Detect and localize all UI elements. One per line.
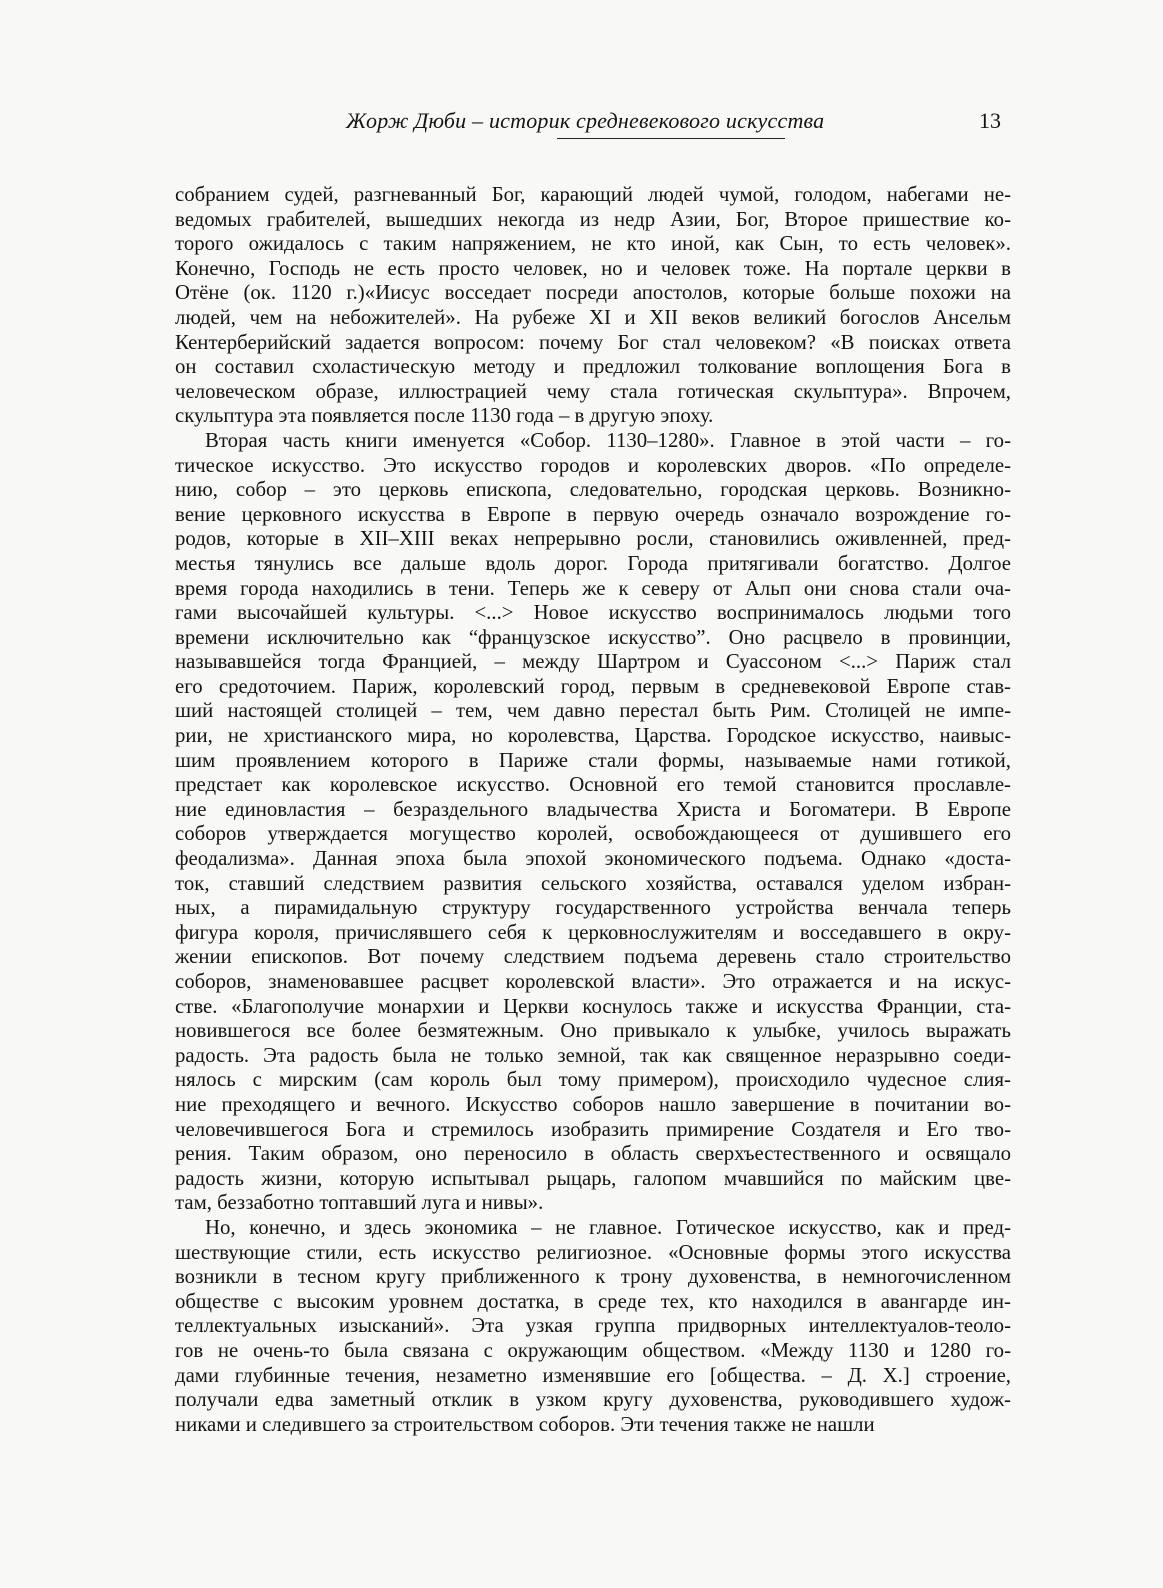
text-line: тическое искусство. Это искусство городов и королевских дворов. «По определе- [175, 453, 1011, 477]
text-line: собранием судей, разгневанный Бог, карающий людей чумой, голодом, набегами не- [175, 183, 1011, 206]
text-line: ведомых грабителей, вышедших некогда из недр Азии, Бог, Второе пришествие ко- [175, 207, 1011, 231]
text-line: рии, не христианского мира, но королевства, Царства. Городское искусство, наивыс- [175, 724, 1011, 748]
text-line: местья тянулись все дальше вдоль дорог. Города притягивали богатство. Долгое [175, 551, 1011, 575]
text-line: Отёне (ок. 1120 г.)«Иисус восседает посреди апостолов, которые больше похожи на [175, 281, 1011, 305]
text-line: новившегося все более безмятежным. Оно привыкало к улыбке, училось выражать [175, 1019, 1011, 1043]
text-line: феодализма». Данная эпоха была эпохой экономического подъема. Однако «доста- [175, 847, 1011, 871]
text-line: Конечно, Господь не есть просто человек, но и человек тоже. На портале церкви в [175, 256, 1011, 280]
page-number: 13 [979, 108, 1001, 133]
text-line: ший настоящей столицей – тем, чем давно перестал быть Рим. Столицей не импе- [175, 699, 1011, 723]
text-line: гов не очень-то была связана с окружающим обществом. «Между 1130 и 1280 го- [175, 1338, 1011, 1362]
text-line: никами и следившего за строительством соборов. Эти течения также не нашли [175, 1412, 875, 1436]
text-line: предстает как королевское искусство. Основной его темой становится прославле- [175, 773, 1011, 797]
paragraph [175, 1216, 1011, 1437]
text-line: вение церковного искусства в Европе в первую очередь означало возрождение го- [175, 502, 1011, 526]
text-line: Но, конечно, и здесь экономика – не главное. Готическое искусство, как и пред- [205, 1215, 1011, 1239]
text-line: Кентерберийский задается вопросом: почему Бог стал человеком? «В поисках ответа [175, 330, 1011, 354]
text-line: жении епископов. Вот почему следствием подъема деревень стало строительство [175, 945, 1011, 969]
text-line: шествующие стили, есть искусство религиозное. «Основные формы этого искусства [175, 1240, 1011, 1264]
running-head [175, 108, 1015, 138]
text-line: обществе с высоким уровнем достатка, в среде тех, кто находился в авангарде ин- [175, 1289, 1011, 1313]
paragraph [175, 183, 1011, 429]
text-line: получали едва заметный отклик в узком кругу духовенства, руководившего худож- [175, 1388, 1011, 1412]
paragraph [175, 429, 1011, 1216]
text-line: ных, а пирамидальную структуру государственного устройства венчала теперь [175, 896, 1011, 920]
text-line: Вторая часть книги именуется «Собор. 1130–1280». Главное в этой части – го- [205, 428, 1011, 452]
text-line: соборов утверждается могущество королей, освобождающееся от душившего его [175, 822, 1011, 846]
text-line: человечившегося Бога и стремилось изобразить примирение Создателя и Его тво- [175, 1117, 1011, 1141]
text-line: его средоточием. Париж, королевский город, первым в средневековой Европе став- [175, 674, 1011, 698]
text-line: радость. Эта радость была не только земной, так как священное неразрывно соеди- [175, 1043, 1011, 1067]
text-line: скульптура эта появляется после 1130 года – в другую эпоху. [175, 404, 714, 428]
header-rule [557, 138, 785, 139]
text-line: людей, чем на небожителей». На рубеже XI и XII веков великий богослов Ансельм [175, 305, 1011, 329]
text-line: родов, которые в XII–XIII веках непрерывно росли, становились оживленней, пред- [175, 527, 1011, 551]
text-line: фигура короля, причислявшего себя к церковнослужителям и восседавшего в окру- [175, 920, 1011, 944]
body-text [175, 183, 1011, 1437]
text-line: торого ожидалось с таким напряжением, не кто иной, как Сын, то есть человек». [175, 232, 1011, 256]
text-line: гами высочайшей культуры. <...> Новое искусство воспринималось людьми того [175, 601, 1011, 625]
text-line: ток, ставший следствием развития сельского хозяйства, оставался уделом избран- [175, 871, 1011, 895]
text-line: ние единовластия – безраздельного владычества Христа и Богоматери. В Европе [175, 797, 1011, 821]
running-title: Жорж Дюби – историк средневекового искусства [346, 108, 825, 133]
text-line: времени исключительно как “французское искусство”. Оно расцвело в провинции, [175, 625, 1011, 649]
text-line: нию, собор – это церковь епископа, следовательно, городская церковь. Возникно- [175, 478, 1011, 502]
text-line: он составил схоластическую методу и предложил толкование воплощения Бога в [175, 355, 1011, 379]
text-line: ние преходящего и вечного. Искусство соборов нашло завершение в почитании во- [175, 1092, 1011, 1116]
text-line: возникли в тесном кругу приближенного к трону духовенства, в немногочисленном [175, 1265, 1011, 1289]
text-line: шим проявлением которого в Париже стали формы, называемые нами готикой, [175, 748, 1011, 772]
text-line: нялось с мирским (сам король был тому примером), происходило чудесное слия- [175, 1068, 1011, 1092]
text-line: дами глубинные течения, незаметно изменявшие его [общества. – Д. Х.] строение, [175, 1363, 1011, 1387]
text-line: радость жизни, которую испытывал рыцарь, галопом мчавшийся по майским цве- [175, 1166, 1011, 1190]
text-line: рения. Таким образом, оно переносило в область сверхъестественного и освящало [175, 1142, 1011, 1166]
text-line: соборов, знаменовавшее расцвет королевской власти». Это отражается и на искус- [175, 970, 1011, 993]
text-line: стве. «Благополучие монархии и Церкви коснулось также и искусства Франции, ста- [175, 994, 1011, 1018]
text-line: там, беззаботно топтавший луга и нивы». [175, 1191, 544, 1215]
text-line: человеческом образе, иллюстрацией чему стала готическая скульптура». Впрочем, [175, 379, 1011, 403]
text-line: время города находились в тени. Теперь же к северу от Альп они снова стали оча- [175, 576, 1011, 600]
text-line: теллектуальных изысканий». Эта узкая группа придворных интеллектуалов-теоло- [175, 1314, 1011, 1338]
text-line: называвшейся тогда Францией, – между Шартром и Суассоном <...> Париж стал [175, 650, 1011, 674]
